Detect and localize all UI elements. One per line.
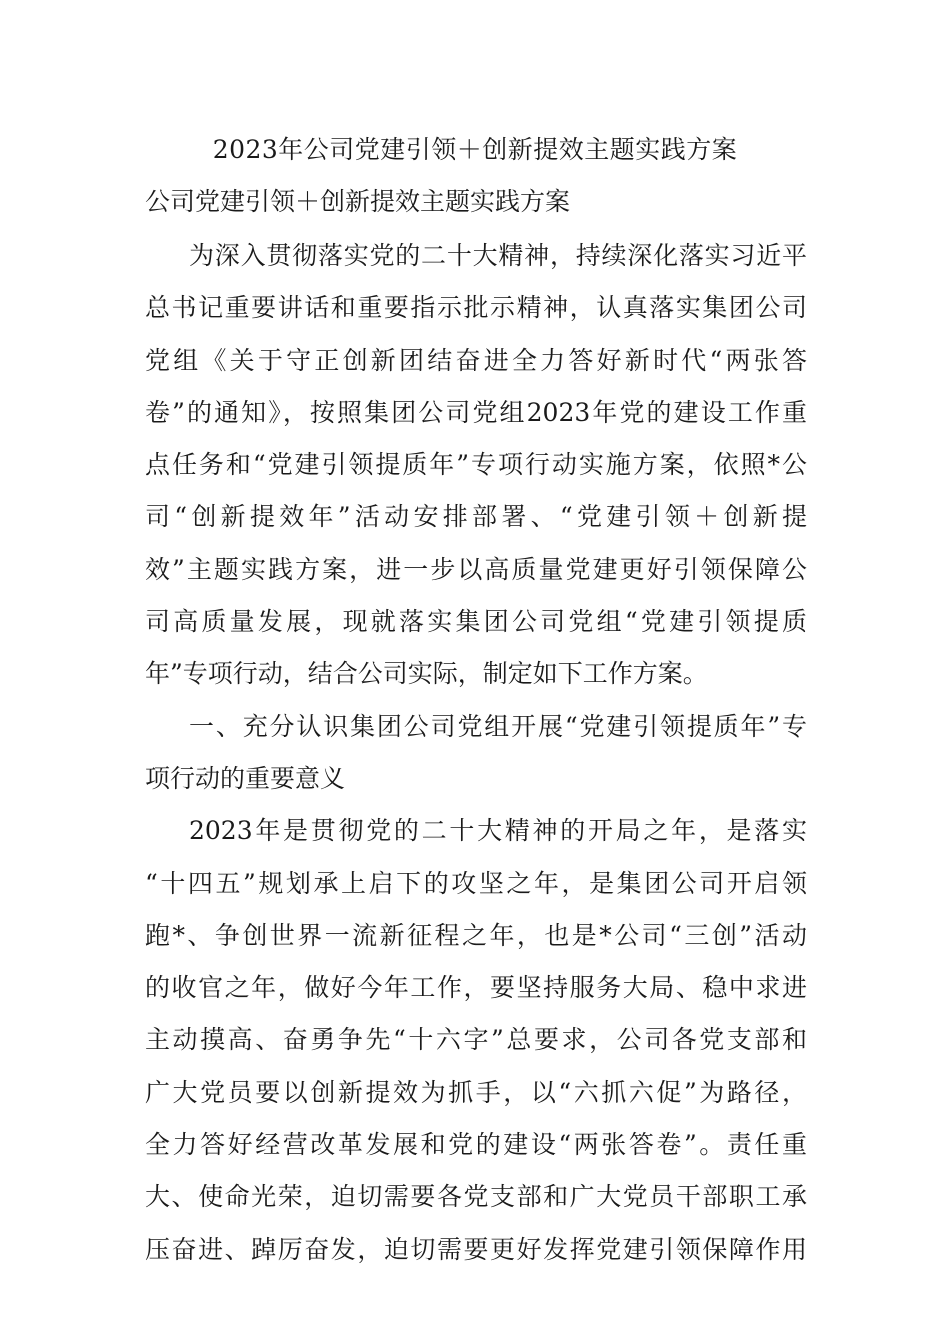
paragraph-line: 卷”的通知》，按照集团公司党组2023年党的建设工作重 xyxy=(145,397,807,427)
paragraph-line: 2023年是贯彻党的二十大精神的开局之年，是落实 xyxy=(189,816,807,846)
paragraph-line: 为深入贯彻落实党的二十大精神，持续深化落实习近平 xyxy=(189,241,807,270)
paragraph-line: 压奋进、踔厉奋发，迫切需要更好发挥党建引领保障作用 xyxy=(145,1234,807,1264)
section-heading-line: 一、充分认识集团公司党组开展“党建引领提质年”专 xyxy=(189,711,807,741)
document-subtitle: 公司党建引领＋创新提效主题实践方案 xyxy=(145,187,571,216)
paragraph-line: 主动摸高、奋勇争先“十六字”总要求，公司各党支部和 xyxy=(145,1025,807,1055)
section-heading-line: 项行动的重要意义 xyxy=(145,763,346,793)
paragraph-line: 司高质量发展，现就落实集团公司党组“党建引领提质 xyxy=(145,607,807,637)
paragraph-line: 大、使命光荣，迫切需要各党支部和广大党员干部职工承 xyxy=(145,1182,807,1212)
paragraph-line: 司“创新提效年”活动安排部署、“党建引领＋创新提 xyxy=(145,502,807,532)
paragraph-line: 跑*、争创世界一流新征程之年，也是*公司“三创”活动 xyxy=(145,920,807,950)
paragraph-line: 党组《关于守正创新团结奋进全力答好新时代“两张答 xyxy=(145,345,807,375)
paragraph-line: 全力答好经营改革发展和党的建设“两张答卷”。责任重 xyxy=(145,1130,807,1160)
paragraph-line: 年”专项行动，结合公司实际，制定如下工作方案。 xyxy=(145,659,708,689)
paragraph-line: 广大党员要以创新提效为抓手，以“六抓六促”为路径， xyxy=(145,1077,807,1107)
document-title: 2023年公司党建引领＋创新提效主题实践方案 xyxy=(212,135,738,164)
paragraph-line: 总书记重要讲话和重要指示批示精神，认真落实集团公司 xyxy=(145,293,807,323)
document-body xyxy=(145,230,807,1276)
paragraph-line: 的收官之年，做好今年工作，要坚持服务大局、稳中求进 xyxy=(145,973,807,1003)
paragraph-line: “十四五”规划承上启下的攻坚之年，是集团公司开启领 xyxy=(145,868,807,898)
paragraph-line: 点任务和“党建引领提质年”专项行动实施方案，依照*公 xyxy=(145,450,807,480)
paragraph-line: 效”主题实践方案，进一步以高质量党建更好引领保障公 xyxy=(145,554,807,584)
